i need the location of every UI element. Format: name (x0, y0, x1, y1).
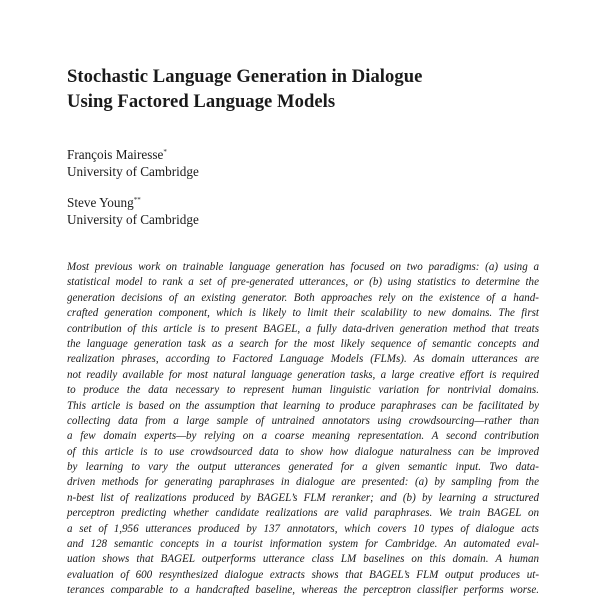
author-footnote-mark: * (163, 148, 167, 156)
abstract-line: collecting data from a large sample of untrained annotators using crowdsourcing—rather than (67, 414, 539, 427)
abstract-line: contribution of this article is to present BAGEL, a fully data-driven generation method that treats (67, 322, 539, 335)
abstract-line: n-best list of realizations produced by BAGEL’s FLM reranker; and (b) by learning a structured (67, 491, 539, 504)
title-line: Using Factored Language Models (67, 91, 336, 112)
abstract-line: a few domain experts—by relying on a coarse meaning representation. A second contribution (67, 430, 539, 443)
abstract-line: and 128 semantic concepts in a tourist information system for Cambridge. An automated eval- (67, 538, 539, 551)
paper-title (67, 64, 537, 114)
abstract-line: of this article is to use crowdsourced data to show how dialogue naturalness can be improved (67, 445, 539, 458)
abstract-line: by learning to vary the output utterances generated for a given semantic input. Two data- (67, 461, 539, 474)
abstract-line: realization phrases, according to Factored Language Models (FLMs). As domain utterances are (67, 353, 539, 366)
abstract-line: generation decisions of an existing generator. Both approaches rely on the existence of a hand- (67, 291, 539, 304)
abstract-line: a set of 1,956 utterances produced by 137 annotators, which covers 10 types of dialogue acts (67, 522, 539, 535)
author-footnote-mark: ** (133, 196, 141, 204)
author-block (67, 146, 199, 180)
abstract-line: driven methods for generating paraphrases in dialogue are presented: (a) by sampling from the (67, 476, 539, 489)
abstract-line: perceptron predicting whether candidate realizations are valid paraphrases. We train BAGEL on (67, 507, 539, 520)
abstract-line: the language generation task as a search for the most likely sequence of semantic concepts and (67, 337, 539, 350)
title-line: Stochastic Language Generation in Dialogue (67, 66, 423, 87)
abstract-line: crafted generation component, which is likely to limit their scalability to new domains. The first (67, 307, 539, 320)
author-block (67, 194, 199, 228)
author-affiliation: University of Cambridge (67, 164, 199, 179)
abstract-line: statistical model to rank a set of pre-generated utterances, or (b) using statistics to determine the (67, 276, 539, 289)
abstract (67, 260, 539, 599)
abstract-line: evaluation of 600 resynthesized dialogue extracts shows that BAGEL’s FLM output produces ut- (67, 568, 539, 581)
abstract-line: uation shows that BAGEL outperforms utterance class LM baselines on this domain. A human (67, 553, 539, 566)
abstract-line: This article is based on the assumption that learning to produce paraphrases can be facilitated by (67, 399, 539, 412)
abstract-line: to produce the data necessary to represent human linguistic variation for nontrivial domains. (67, 384, 539, 397)
author-name: Steve Young** (67, 195, 141, 210)
abstract-line: Most previous work on trainable language generation has focused on two paradigms: (a) using a (67, 261, 539, 273)
author-affiliation: University of Cambridge (67, 212, 199, 227)
author-name: François Mairesse* (67, 147, 167, 162)
abstract-line: terances comparable to a handcrafted baseline, whereas the perceptron classifier performs worse. (67, 584, 539, 597)
abstract-line: not readily available for most natural language generation tasks, a large creative effort is required (67, 368, 539, 381)
